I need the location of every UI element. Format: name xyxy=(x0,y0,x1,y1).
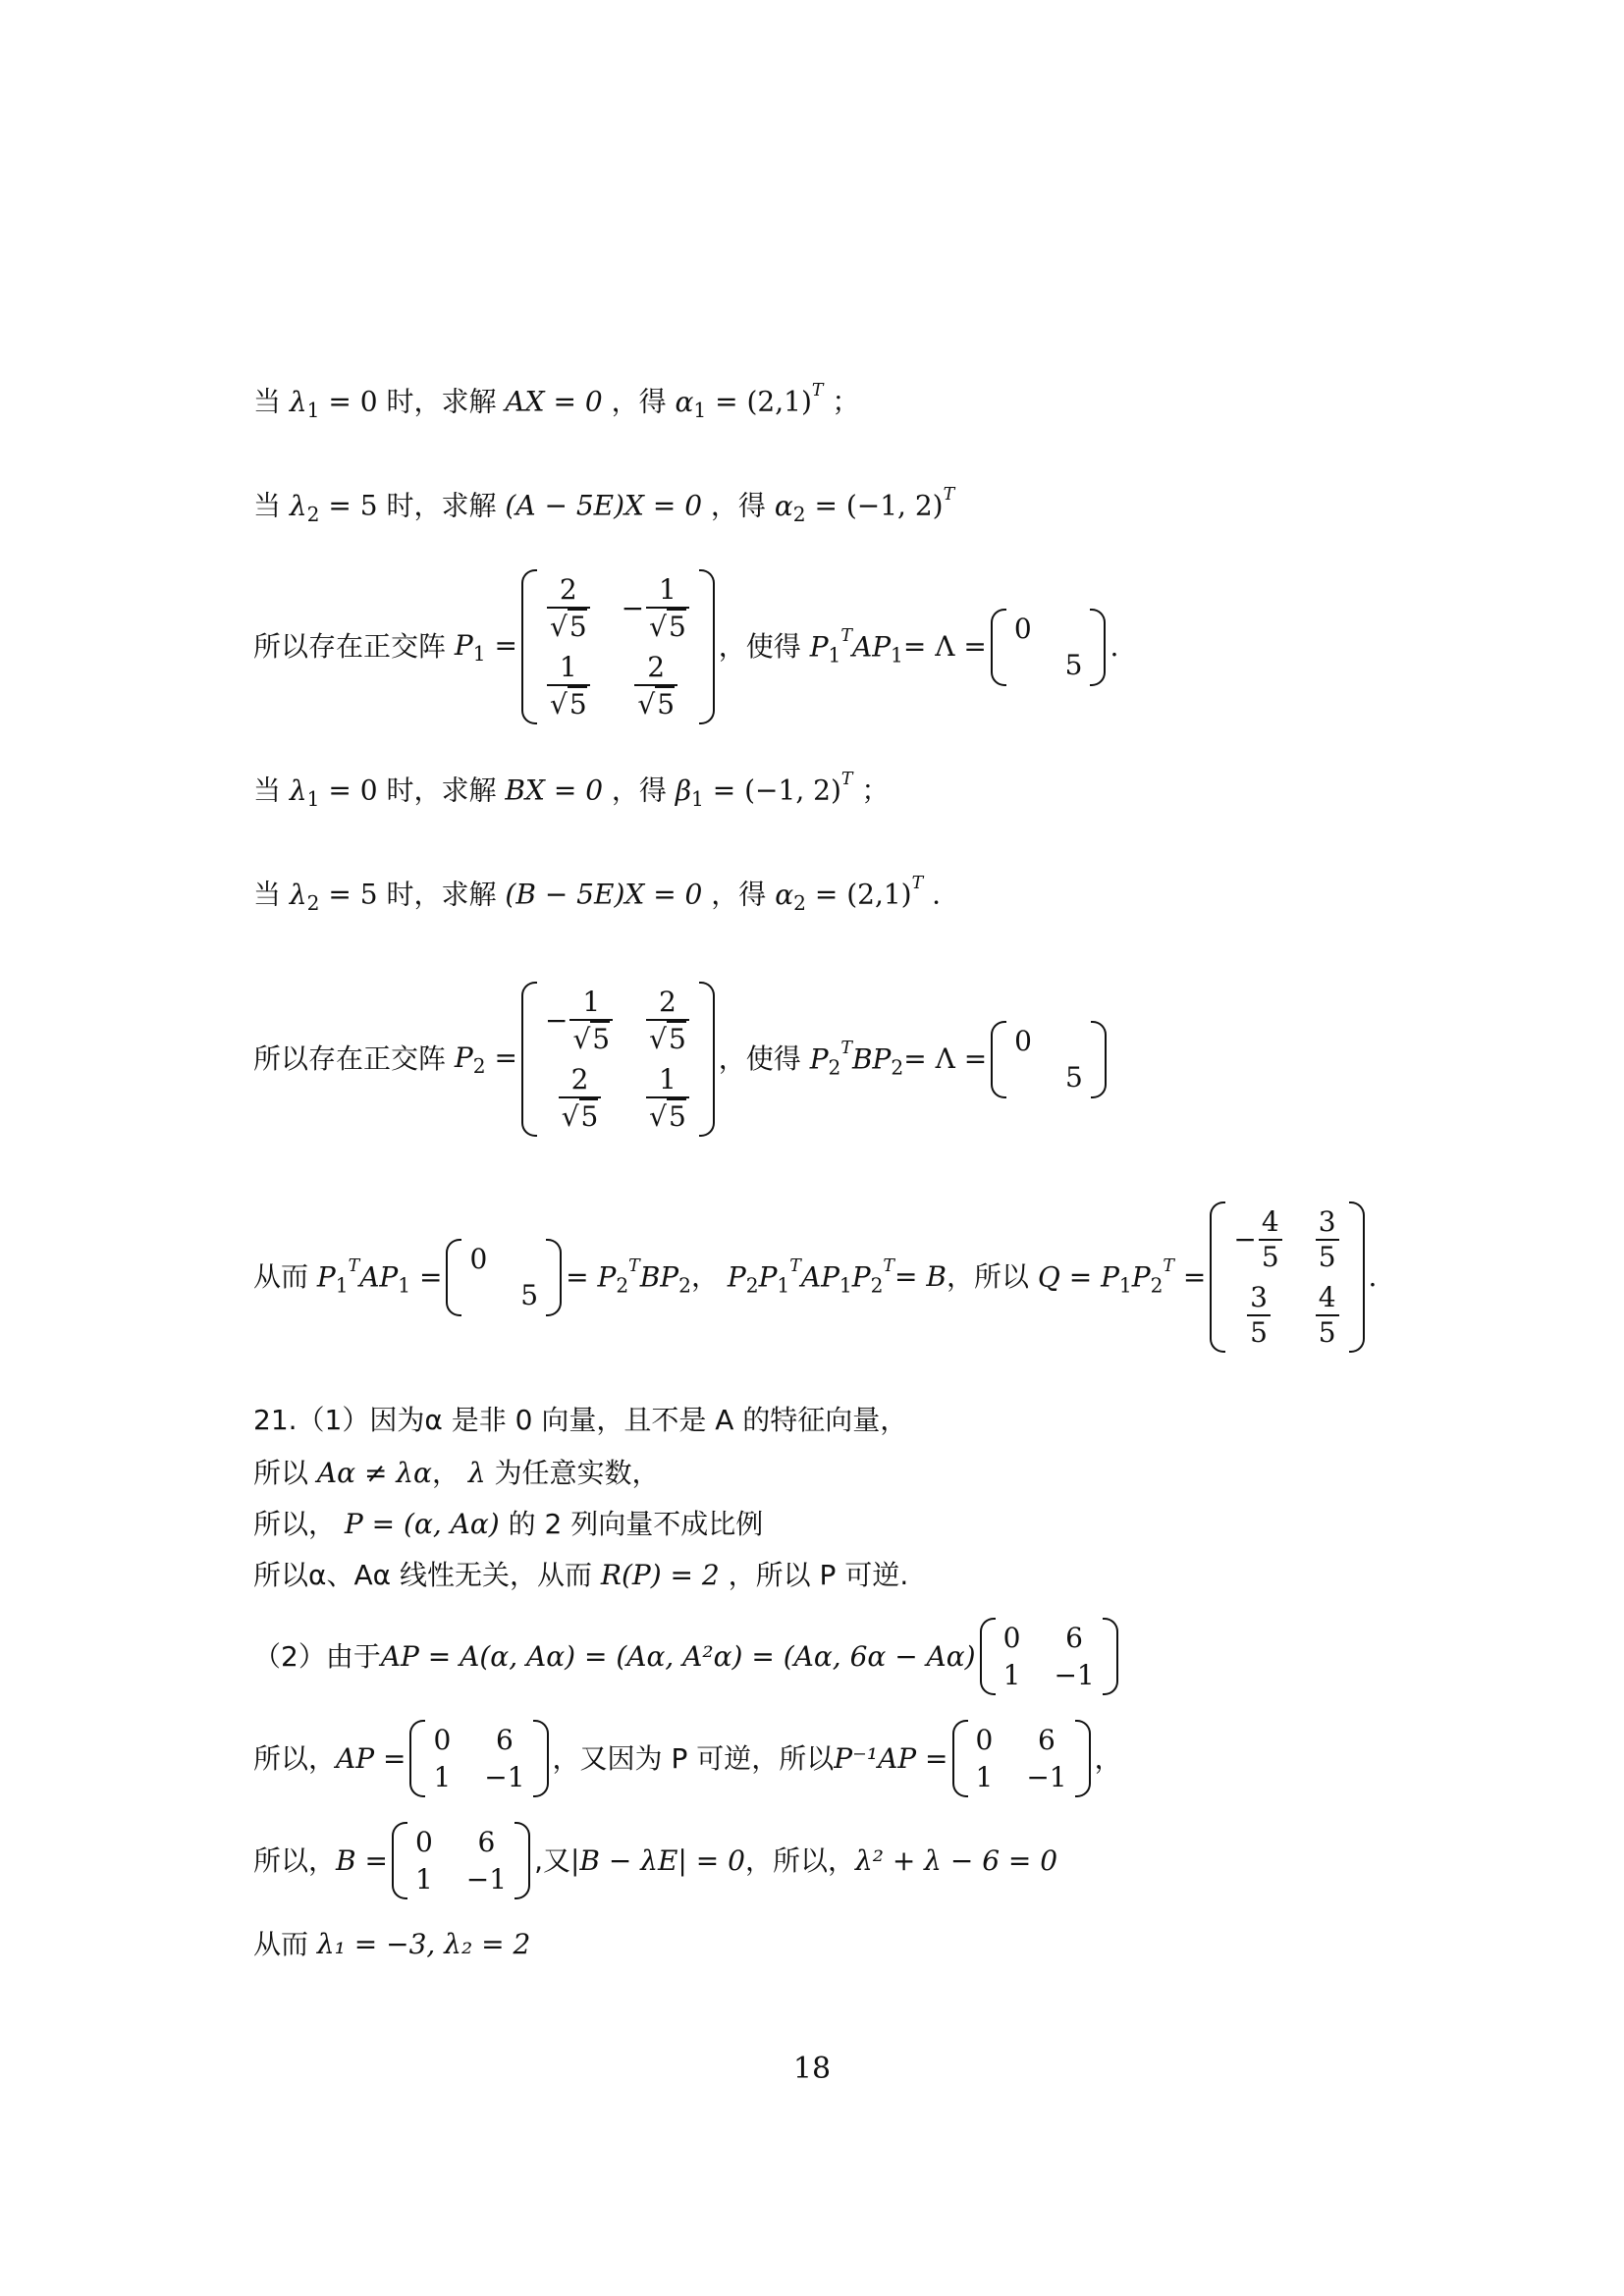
line-10: 所以， P = (α, Aα) 的 2 列向量不成比例 xyxy=(253,1508,764,1540)
line-4: 当 $\lambda_1 = 0$ 时，求解 BX = 0 ，得 $\beta_1 = (-1$, 2)$^T$ ； xyxy=(253,770,890,811)
line-1: 当 $\lambda_1 = 0$ 时，求解 AX = 0 ，得 $\alpha_1 = (2,1)^T$ ； xyxy=(253,381,860,422)
line-6: 所以存在正交阵 $P_2$ = − 1 √ 5 2 √ 5 2 √ 5 1 √ 5 ，使得 $P_2^TBP_2$ = Λ = 0 5 xyxy=(253,982,1110,1137)
matrix-Lambda-3: 0 5 xyxy=(446,1239,562,1316)
line-12: （2）由于 AP = A(α, Aα) = (Aα, A²α) = (Aα, 6α − Aα) 0 6 1 −1 xyxy=(253,1618,1122,1695)
matrix-Lambda-1: 0 5 xyxy=(991,609,1107,686)
matrix-M-3: 0 6 1 −1 xyxy=(952,1720,1091,1797)
line-13: 所以， AP = 0 6 1 −1 ，又因为 P 可逆，所以 P⁻¹AP = 0 6 1 −1 ， xyxy=(253,1720,1122,1797)
lambda-1: $\lambda_1$ xyxy=(289,385,320,422)
matrix-P2: − 1 √ 5 2 √ 5 2 √ 5 1 √ 5 xyxy=(521,982,715,1137)
line-11: 所以α、Aα 线性无关，从而 R(P) = 2 ，所以 P 可逆. xyxy=(253,1559,909,1591)
line-2: 当 $\lambda_2 = 5$ 时，求解 (A − 5E)X = 0 ，得 $\alpha_2 = (-1$, 2)$^T$ xyxy=(253,485,955,526)
matrix-Q: − $\frac{4}{5}$ $\frac{3}{5}$ $\frac{3}{5}$ $\frac{4}{5}$ xyxy=(1210,1201,1364,1353)
matrix-P1: 2 √ 5 − 1 √ 5 1 √ 5 2 √ 5 xyxy=(521,569,715,724)
line-15: 从而 λ₁ = −3, λ₂ = 2 xyxy=(253,1928,531,1960)
line-3: 所以存在正交阵 $P_1$ = 2 √ 5 − 1 √ 5 1 √ 5 2 √ 5 ，使得 $P_1^TAP_1$ = Λ = 0 5 . xyxy=(253,569,1118,724)
line-8: 21.（1）因为α 是非 0 向量，且不是 A 的特征向量， xyxy=(253,1404,908,1436)
line-9: 所以 Aα ≠ λα， λ 为任意实数， xyxy=(253,1457,660,1489)
line-7: 从而 $P_1^TAP_1$ = 0 5 = $P_2^TBP_2$ ， $P_2P_1^TAP_1P_2^T$ = B ，所以 $Q = P_1P_2^T$ = − $\frac{4}{5}$ $\frac{3}{5}$ $\frac{3}{5}$ $\frac{4}{5}$ . xyxy=(253,1201,1377,1353)
matrix-M-1: 0 6 1 −1 xyxy=(980,1618,1118,1695)
matrix-Lambda-2: 0 5 xyxy=(991,1021,1107,1098)
line-14: 所以， B = 0 6 1 −1 ,又 |B − λE| = 0 ，所以， λ² + λ − 6 = 0 xyxy=(253,1822,1057,1899)
page-number: 18 xyxy=(792,2052,832,2086)
line-5: 当 $\lambda_2 = 5$ 时，求解 (B − 5E)X = 0 ，得 $\alpha_2 = (2,1)^T$ . xyxy=(253,874,942,915)
matrix-B: 0 6 1 −1 xyxy=(392,1822,530,1899)
matrix-M-2: 0 6 1 −1 xyxy=(409,1720,548,1797)
